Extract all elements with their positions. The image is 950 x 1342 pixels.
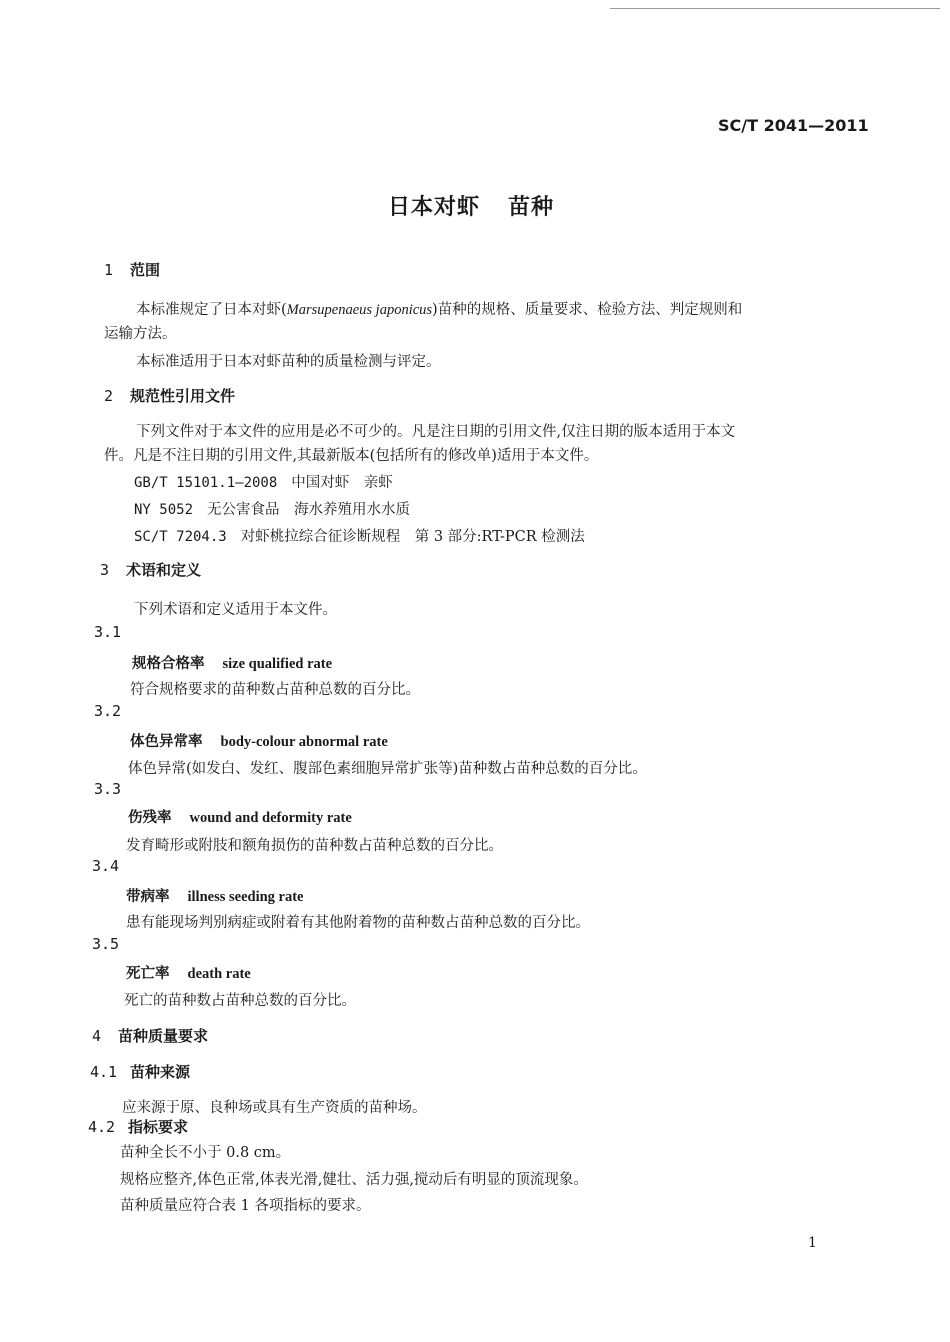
- requirement-line: 规格应整齐,体色正常,体表光滑,健壮、活力强,搅动后有明显的顶流现象。: [120, 1172, 588, 1188]
- section-1-para-1: 本标准规定了日本对虾(Marsupenaeus japonicus)苗种的规格、质量要求、检验方法、判定规则和: [136, 302, 743, 318]
- reference-item: GB/T 15101.1—2008 中国对虾 亲虾: [134, 475, 393, 491]
- scan-border-line: [610, 8, 940, 9]
- page-number: 1: [808, 1235, 817, 1251]
- subsection-4-1-heading: 4.1 苗种来源: [90, 1063, 191, 1081]
- term-number: 3.4: [92, 857, 120, 875]
- section-1-para-2: 本标准适用于日本对虾苗种的质量检测与评定。: [136, 354, 441, 370]
- term-heading: 带病率 illness seeding rate: [126, 889, 304, 905]
- section-3-intro: 下列术语和定义适用于本文件。: [134, 602, 337, 618]
- title-part-2: 苗种: [508, 195, 555, 220]
- reference-item: NY 5052 无公害食品 海水养殖用水水质: [134, 502, 411, 518]
- section-4-heading: 4 苗种质量要求: [92, 1027, 209, 1045]
- reference-item: SC/T 7204.3 对虾桃拉综合征诊断规程 第 3 部分:RT-PCR 检测法: [134, 529, 585, 545]
- requirement-line: 苗种质量应符合表 1 各项指标的要求。: [120, 1198, 371, 1214]
- term-definition: 死亡的苗种数占苗种总数的百分比。: [124, 993, 356, 1009]
- term-number: 3.2: [94, 702, 122, 720]
- section-2-heading: 2 规范性引用文件: [104, 387, 236, 405]
- subsection-4-1-text: 应来源于原、良种场或具有生产资质的苗种场。: [122, 1100, 427, 1116]
- standard-code: SC/T 2041—2011: [718, 116, 869, 135]
- document-title: [388, 190, 554, 221]
- term-heading: 规格合格率 size qualified rate: [132, 656, 333, 672]
- subsection-4-2-heading: 4.2 指标要求: [88, 1118, 189, 1136]
- section-2-para-line-2: 件。凡是不注日期的引用文件,其最新版本(包括所有的修改单)适用于本文件。: [104, 448, 599, 464]
- term-heading: 死亡率 death rate: [126, 966, 251, 982]
- term-number: 3.5: [92, 935, 120, 953]
- section-2-para-line-1: 下列文件对于本文件的应用是必不可少的。凡是注日期的引用文件,仅注日期的版本适用于本文: [136, 424, 736, 440]
- term-number: 3.1: [94, 623, 122, 641]
- section-1-para-1-line-2: 运输方法。: [104, 326, 177, 342]
- term-heading: 伤残率 wound and deformity rate: [128, 810, 352, 826]
- requirement-line: 苗种全长不小于 0.8 cm。: [120, 1145, 291, 1161]
- term-definition: 患有能现场判别病症或附着有其他附着物的苗种数占苗种总数的百分比。: [126, 915, 590, 931]
- term-heading: 体色异常率 body-colour abnormal rate: [130, 734, 388, 750]
- term-definition: 体色异常(如发白、发红、腹部色素细胞异常扩张等)苗种数占苗种总数的百分比。: [128, 761, 647, 777]
- term-definition: 符合规格要求的苗种数占苗种总数的百分比。: [130, 682, 420, 698]
- term-number: 3.3: [94, 780, 122, 798]
- term-definition: 发育畸形或附肢和额角损伤的苗种数占苗种总数的百分比。: [126, 838, 503, 854]
- title-part-1: 日本对虾: [388, 195, 481, 220]
- section-3-heading: 3 术语和定义: [100, 561, 202, 579]
- section-1-heading: 1 范围: [104, 261, 161, 279]
